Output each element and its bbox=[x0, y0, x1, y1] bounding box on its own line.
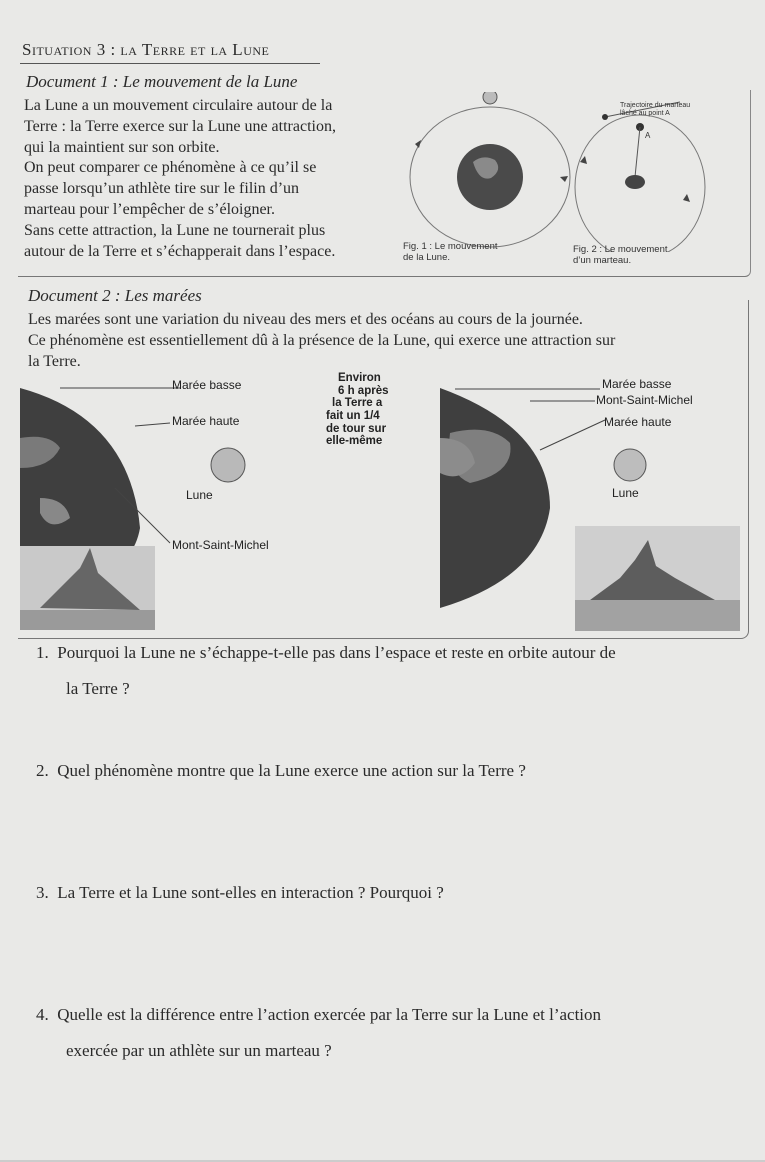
document-2-title: Document 2 : Les marées bbox=[28, 286, 202, 305]
left-label-mont: Mont-Saint-Michel bbox=[172, 538, 269, 552]
right-label-maree-haute: Marée haute bbox=[604, 415, 672, 429]
situation-title: Situation 3 : la Terre et la Lune bbox=[22, 40, 270, 59]
moon-icon bbox=[211, 448, 245, 482]
document-1-title: Document 1 : Le mouvement de la Lune bbox=[26, 72, 298, 91]
tide-diagram-right bbox=[420, 378, 745, 634]
doc1-line: On peut comparer ce phénomène à ce qu’il se bbox=[24, 159, 317, 177]
earth-shape bbox=[440, 388, 550, 608]
doc2-line: la Terre. bbox=[28, 352, 81, 370]
document-1-text bbox=[24, 96, 394, 262]
left-label-lune: Lune bbox=[186, 488, 213, 502]
doc1-line: La Lune a un mouvement circulaire autour de la bbox=[24, 97, 333, 114]
question-3: 3. La Terre et la Lune sont-elles en interaction ? Pourquoi ? bbox=[36, 883, 444, 902]
doc2-line: Les marées sont une variation du niveau des mers et des océans au cours de la journée. bbox=[28, 311, 583, 328]
fig2-point-a-label: A bbox=[645, 131, 651, 140]
moon-icon bbox=[614, 449, 646, 481]
question-2: 2. Quel phénomène montre que la Lune exerce une action sur la Terre ? bbox=[36, 761, 526, 780]
fig1-moon-orbit-diagram bbox=[395, 92, 575, 252]
left-label-maree-basse: Marée basse bbox=[172, 378, 242, 392]
athlete-icon bbox=[625, 175, 645, 189]
left-label-maree-haute: Marée haute bbox=[172, 414, 240, 428]
doc1-line: qui la maintient sur son orbite. bbox=[24, 138, 220, 156]
document-2-text bbox=[28, 310, 743, 372]
title-underline bbox=[20, 63, 320, 64]
doc1-line: passe lorsqu’un athlète tire sur le filin d’un bbox=[24, 180, 300, 198]
fig2-trajectory-label: Trajectoire du marteau lâché au point A bbox=[620, 102, 691, 117]
right-label-lune: Lune bbox=[612, 486, 639, 500]
doc2-line: Ce phénomène est essentiellement dû à la présence de la Lune, qui exerce une attraction sur bbox=[28, 331, 616, 349]
doc1-line: Sans cette attraction, la Lune ne tournerait plus bbox=[24, 221, 326, 239]
doc1-line: autour de la Terre et s’échapperait dans l’espace. bbox=[24, 242, 336, 260]
doc1-line: Terre : la Terre exerce sur la Lune une attraction, bbox=[24, 117, 336, 135]
tide-diagram-left bbox=[20, 378, 290, 630]
moon-icon bbox=[483, 92, 497, 104]
doc1-line: marteau pour l’empêcher de s’éloigner. bbox=[24, 200, 275, 218]
question-4: 4. Quelle est la différence entre l’action exercée par la Terre sur la Lune et l’action exercée par un athlète sur un marteau ? bbox=[36, 1005, 602, 1061]
right-label-maree-basse: Marée basse bbox=[602, 377, 672, 391]
right-label-mont: Mont-Saint-Michel bbox=[596, 393, 693, 407]
question-1: 1. Pourquoi la Lune ne s’échappe-t-elle pas dans l’espace et reste en orbite autour de la Terre ? bbox=[36, 643, 616, 699]
hammer-wire bbox=[635, 127, 640, 177]
fig2-caption: Fig. 2 : Le mouvement d’un marteau. bbox=[573, 244, 668, 266]
rotation-note: Environ 6 h après la Terre a fait un 1/4 de tour sur elle-même bbox=[326, 372, 389, 448]
fig1-caption: Fig. 1 : Le mouvement de la Lune. bbox=[403, 241, 498, 263]
